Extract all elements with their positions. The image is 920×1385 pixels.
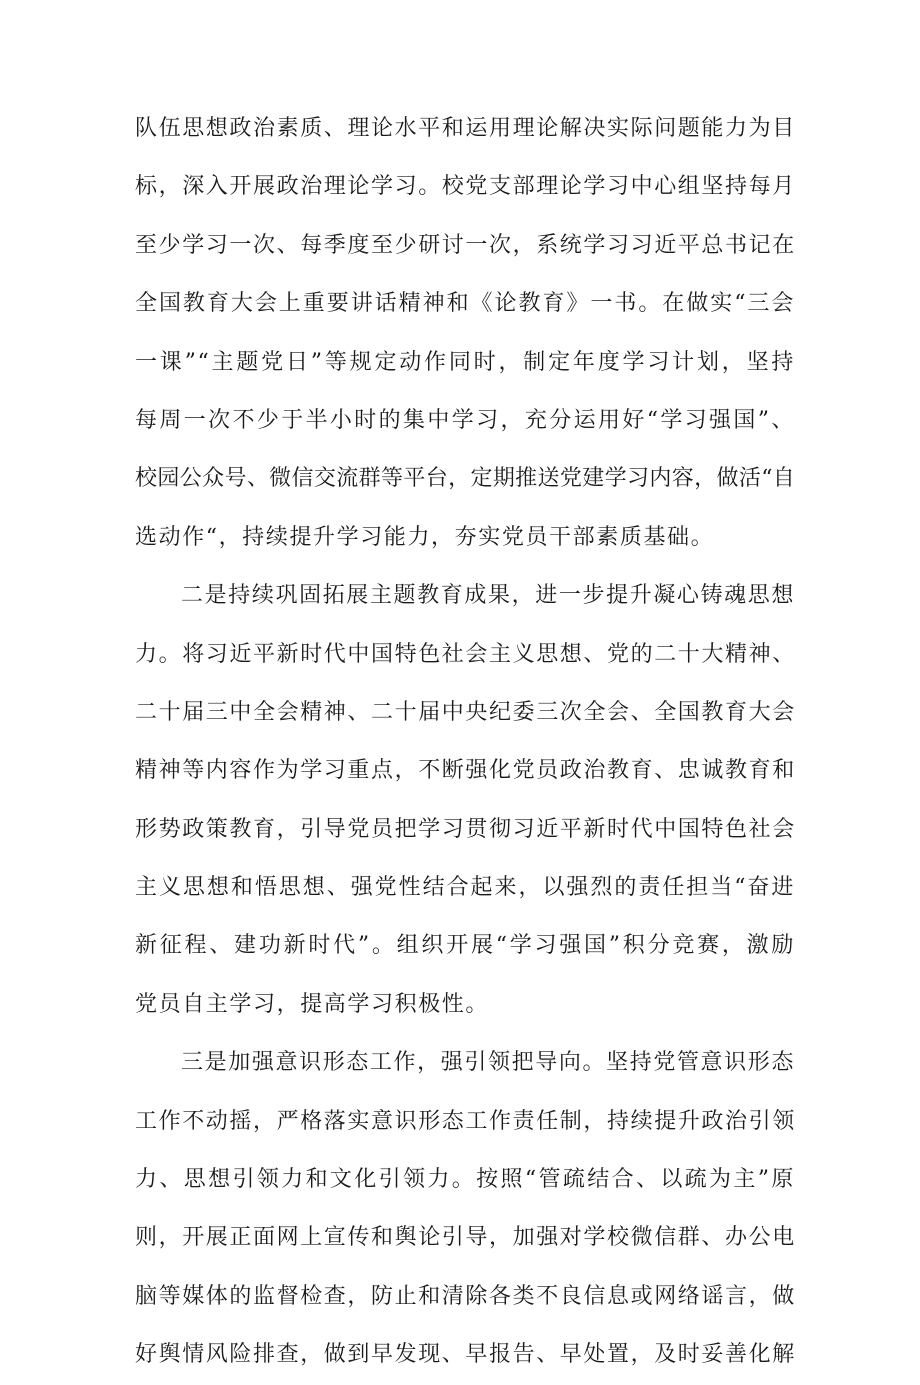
text-line: 工作不动摇，严格落实意识形态工作责任制，持续提升政治引领 (135, 1108, 796, 1134)
text-line: 一课”“主题党日”等规定动作同时，制定年度学习计划，坚持 (135, 349, 795, 375)
text-line: 力。将习近平新时代中国特色社会主义思想、党的二十大精神、 (135, 641, 796, 667)
text-line: 队伍思想政治素质、理论水平和运用理论解决实际问题能力为目 (135, 116, 796, 141)
document-body (135, 100, 795, 1385)
text-line: 党员自主学习，提高学习积极性。 (135, 991, 490, 1017)
text-line: 新征程、建功新时代”。组织开展“学习强国”积分竞赛，激励 (135, 933, 795, 959)
text-line: 至少学习一次、每季度至少研讨一次，系统学习习近平总书记在 (135, 232, 796, 258)
text-line: 校园公众号、微信交流群等平台，定期推送党建学习内容，做活“自 (135, 466, 795, 492)
text-line: 全国教育大会上重要讲话精神和《论教育》一书。在做实“三会 (135, 291, 795, 317)
text-line: 力、思想引领力和文化引领力。按照“管疏结合、以疏为主”原 (135, 1167, 795, 1193)
text-line: 形势政策教育，引导党员把学习贯彻习近平新时代中国特色社会 (135, 816, 796, 842)
text-line: 则，开展正面网上宣传和舆论引导，加强对学校微信群、办公电 (135, 1225, 796, 1251)
text-line: 选动作“，持续提升学习能力，夯实党员干部素质基础。 (135, 524, 715, 550)
text-line: 好舆情风险排查，做到早发现、早报告、早处置，及时妥善化解 (135, 1342, 796, 1368)
paragraph-start-line: 三是加强意识形态工作，强引领把导向。坚持党管意识形态 (181, 1050, 795, 1076)
text-line: 二十届三中全会精神、二十届中央纪委三次全会、全国教育大会 (135, 699, 796, 725)
text-line: 精神等内容作为学习重点，不断强化党员政治教育、忠诚教育和 (135, 758, 796, 784)
text-line: 主义思想和悟思想、强党性结合起来，以强烈的责任担当“奋进 (135, 875, 795, 901)
text-line: 标，深入开展政治理论学习。校党支部理论学习中心组坚持每月 (135, 174, 796, 200)
paragraph-start-line: 二是持续巩固拓展主题教育成果，进一步提升凝心铸魂思想 (181, 583, 795, 609)
text-line: 脑等媒体的监督检查，防止和清除各类不良信息或网络谣言，做 (135, 1283, 796, 1309)
text-line: 每周一次不少于半小时的集中学习，充分运用好“学习强国”、 (135, 407, 795, 433)
